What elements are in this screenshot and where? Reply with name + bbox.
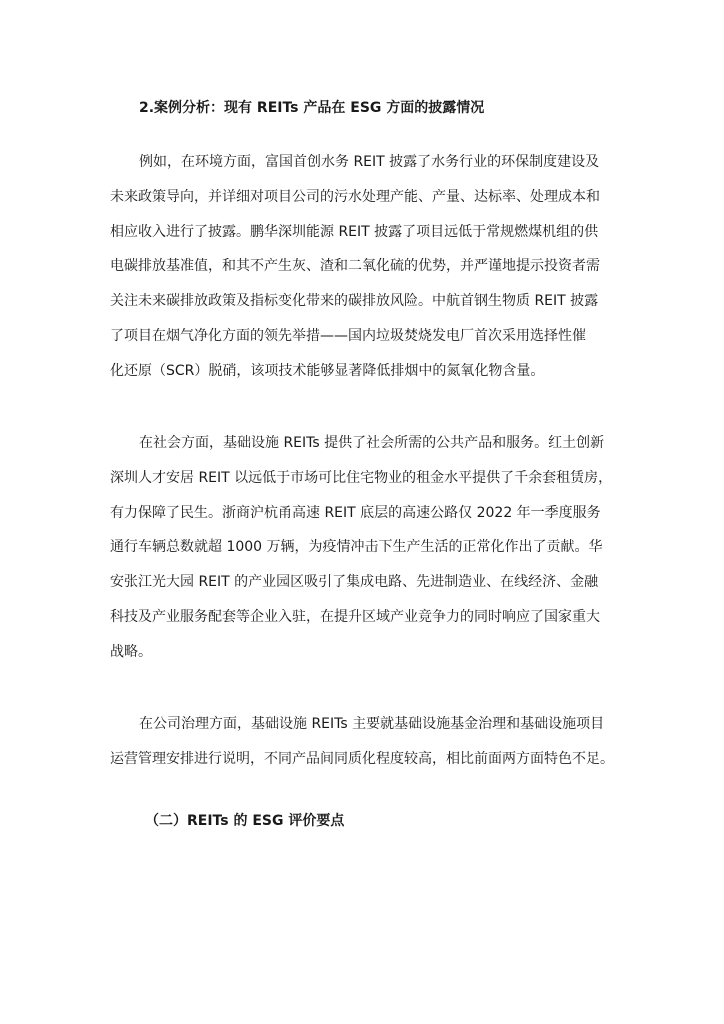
paragraph-line: 运营管理安排进行说明，不同产品间同质化程度较高，相比前面两方面特色不足。 [110,750,614,767]
paragraph-environment [110,145,615,389]
paragraph-line: 战略。 [110,643,152,660]
section-heading: 2.案例分析：现有 REITs 产品在 ESG 方面的披露情况 [139,100,485,116]
paragraph-line: 科技及产业服务配套等企业入驻，在提升区域产业竞争力的同时响应了国家重大 [110,608,600,625]
paragraph-line: 在公司治理方面，基础设施 REITs 主要就基础设施基金治理和基础设施项目 [139,716,605,732]
paragraph-line: 了项目在烟气净化方面的领先举措——国内垃圾焚烧发电厂首次采用选择性催 [110,327,586,344]
paragraph-line: 化还原（SCR）脱硝，该项技术能够显著降低排烟中的氮氧化物含量。 [110,362,545,379]
paragraph-governance [110,707,615,777]
paragraph-line: 关注未来碳排放政策及指标变化带来的碳排放风险。中航首钢生物质 REIT 披露 [110,293,599,310]
subsection-heading: （二）REITs 的 ESG 评价要点 [145,813,345,829]
paragraph-line: 例如，在环境方面，富国首创水务 REIT 披露了水务行业的环保制度建设及 [139,154,600,170]
paragraph-line: 未来政策导向，并详细对项目公司的污水处理产能、产量、达标率、处理成本和 [110,188,600,205]
paragraph-line: 有力保障了民生。浙商沪杭甬高速 REIT 底层的高速公路仅 2022 年一季度服务 [110,504,601,521]
paragraph-line: 相应收入进行了披露。鹏华深圳能源 REIT 披露了项目远低于常规燃煤机组的供 [110,223,599,240]
paragraph-line: 安张江光大园 REIT 的产业园区吸引了集成电路、先进制造业、在线经济、金融 [110,574,599,591]
paragraph-line: 通行车辆总数就超 1000 万辆，为疫情冲击下生产生活的正常化作出了贡献。华 [110,539,603,556]
paragraph-line: 深圳人才安居 REIT 以远低于市场可比住宅物业的租金水平提供了千余套租赁房， [110,469,613,486]
paragraph-line: 电碳排放基准值，和其不产生灰、渣和二氧化硫的优势，并严谨地提示投资者需 [110,258,600,275]
paragraph-social [110,426,615,670]
paragraph-line: 在社会方面，基础设施 REITs 提供了社会所需的公共产品和服务。红土创新 [139,435,605,451]
